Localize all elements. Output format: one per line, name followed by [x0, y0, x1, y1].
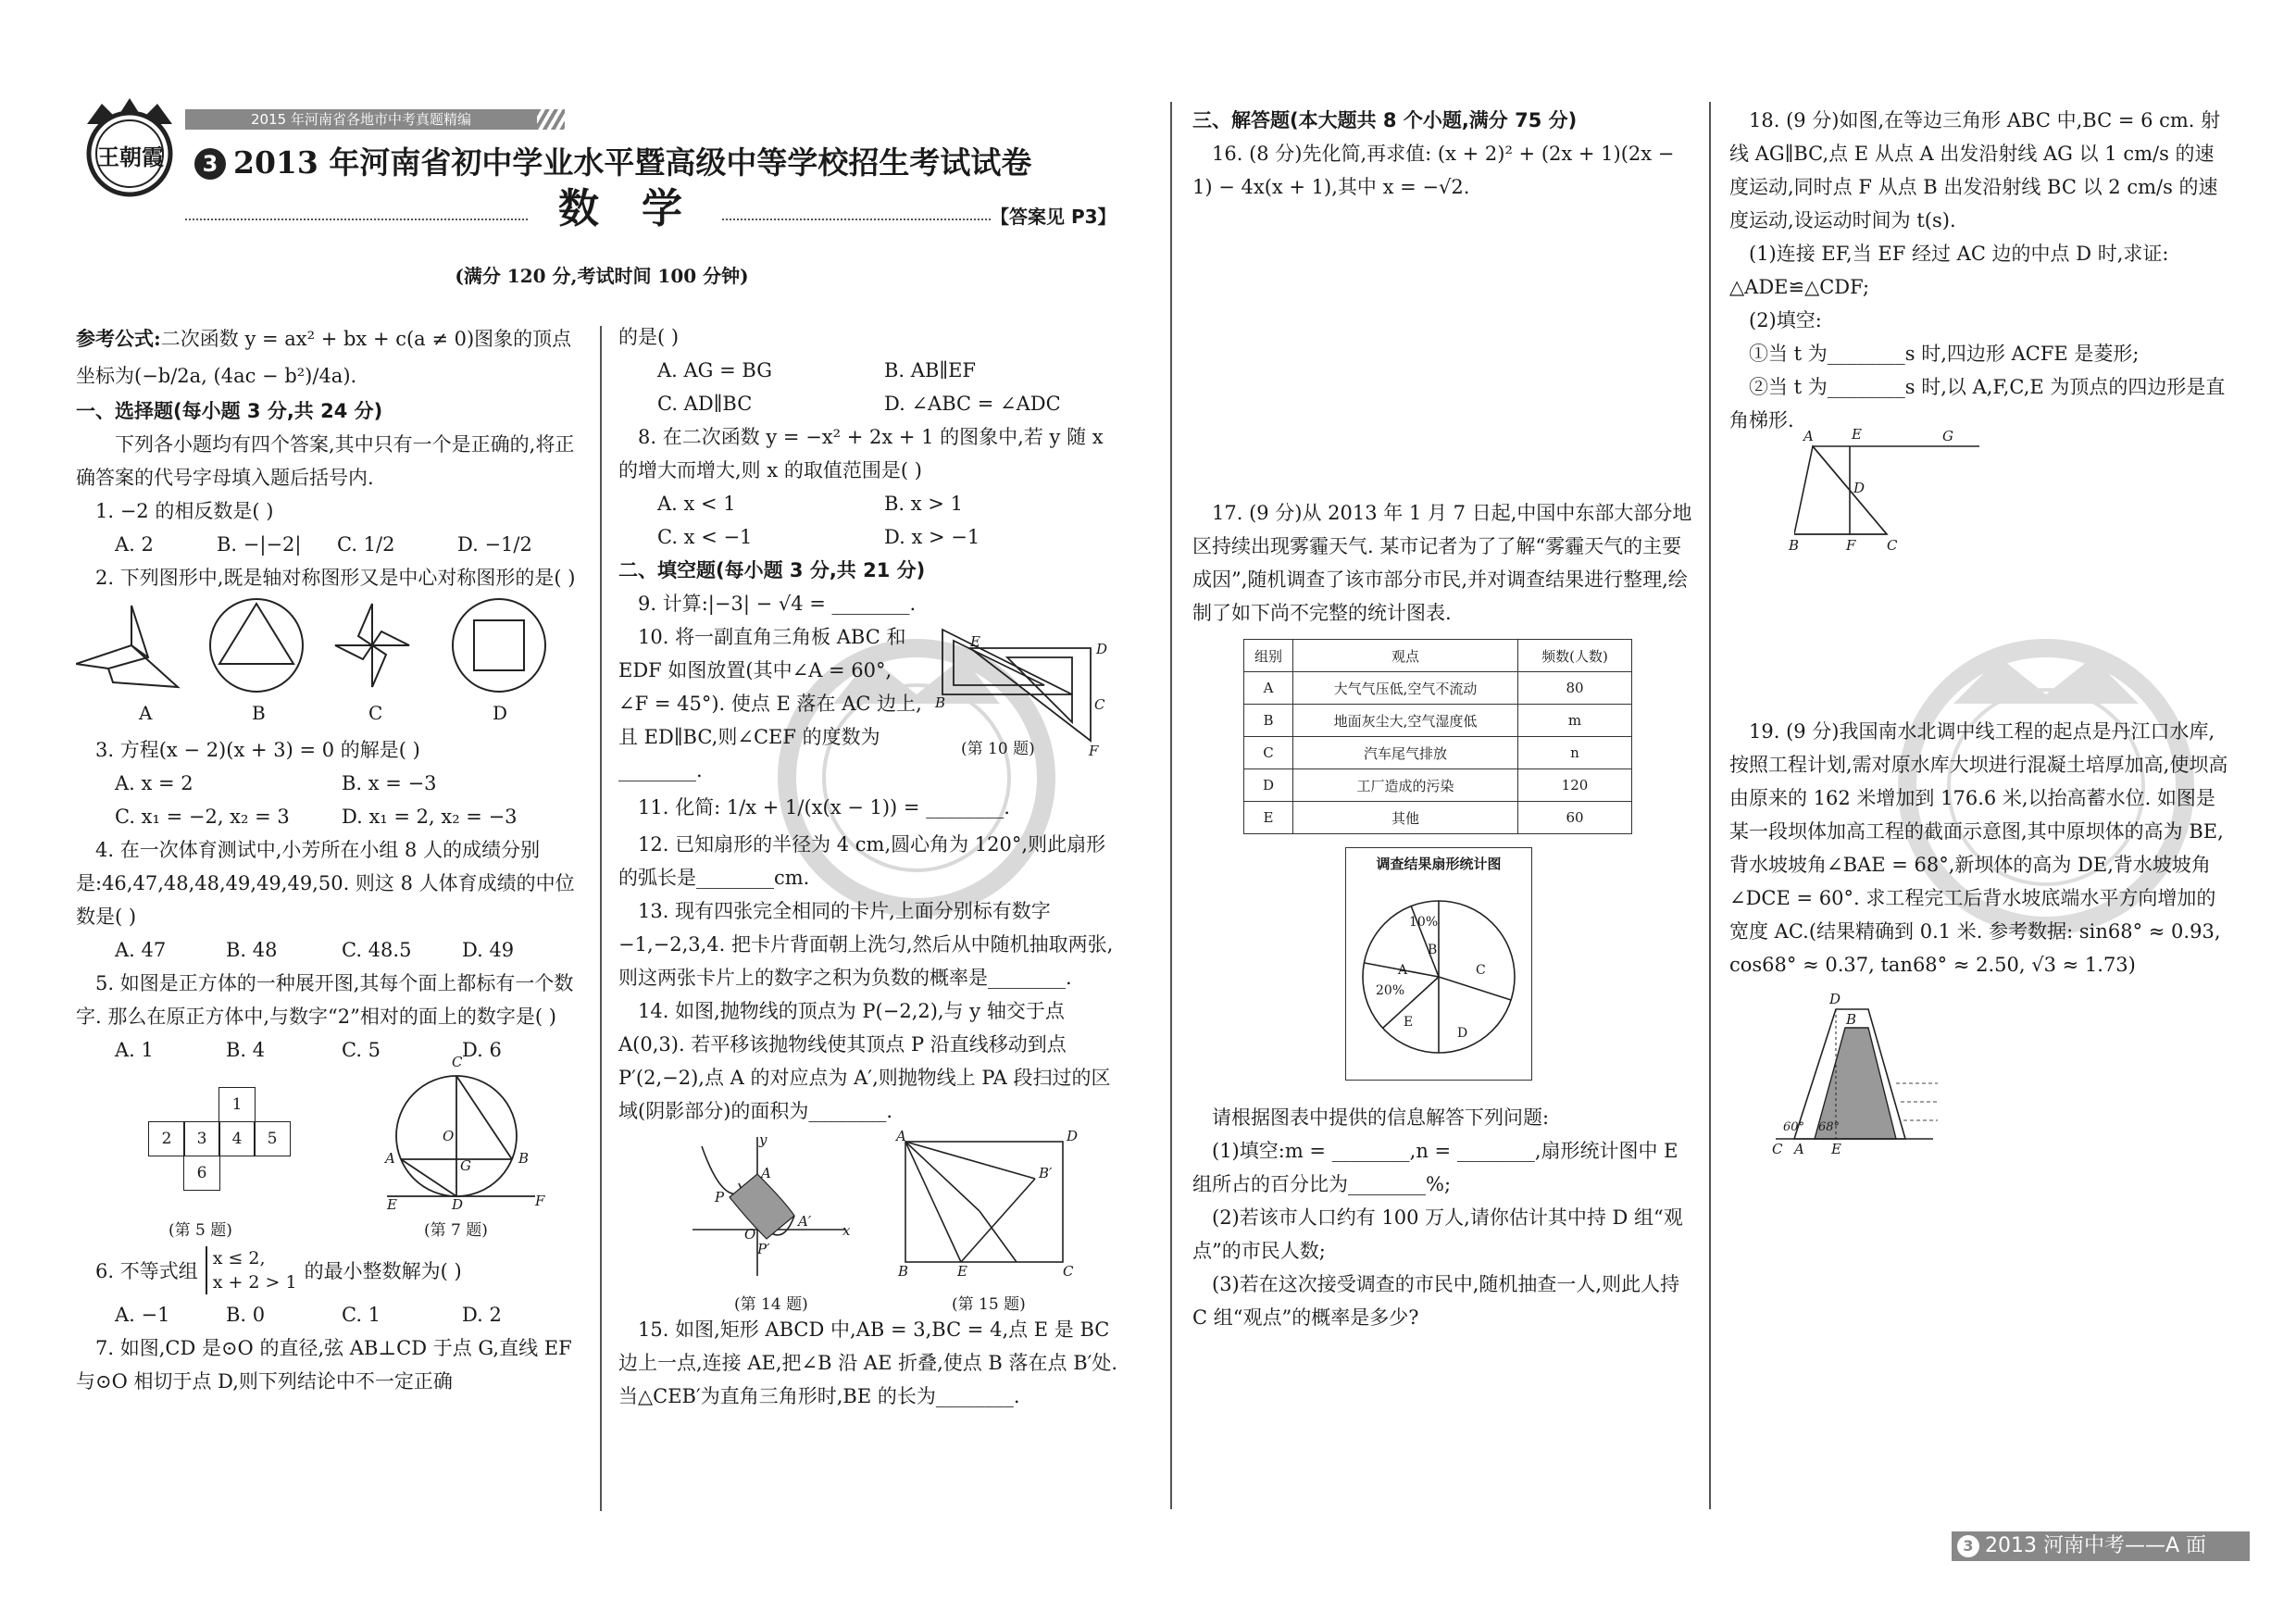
logo-text: 王朝霞	[97, 144, 164, 170]
option: A. 2	[115, 533, 154, 556]
question-10: 10. 将一副直角三角板 ABC 和 EDF 如图放置(其中∠A = 60°, ∠F = 45°). 使点 E 落在 AC 边上,且 ED∥BC,则∠CEF 的度数为________.	[618, 626, 922, 781]
series-bar: 2015 年河南省各地市中考真题精编	[185, 109, 537, 130]
table-cell: 其他	[1293, 802, 1518, 834]
option: B. 48	[226, 939, 278, 961]
circle-tangent-figure	[350, 1067, 563, 1215]
label: A	[1794, 1141, 1804, 1157]
question-7: 7. 如图,CD 是⊙O 的直径,弦 AB⊥CD 于点 G,直线 EF 与⊙O 相切于点 D,则下列结论中不一定正确	[76, 1337, 572, 1393]
question-12: 12. 已知扇形的半径为 4 cm,圆心角为 120°,则此扇形的弧长是________cm.	[618, 833, 1106, 889]
option: A. x < 1	[657, 493, 736, 515]
label: C	[1887, 537, 1898, 554]
label: P	[715, 1189, 725, 1206]
label: y	[759, 1131, 767, 1148]
column-divider-2	[1170, 102, 1172, 1509]
figure-15-caption: (第 15 题)	[952, 1295, 1026, 1314]
question-17-part-1: (1)填空:m = ________,n = ________,扇形统计图中 E 组所占的百分比为________%;	[1192, 1140, 1678, 1195]
q2-shapes-figure	[76, 594, 581, 701]
question-19: 19. (9 分)我国南水北调中线工程的起点是丹江口水库,按照工程计划,需对原水库大坝进行混凝土培厚加高,使坝高由原来的 162 米增加到 176.6 米,以抬高蓄水位. 如图是某一段坝体加高工程的截面示意图,其中原坝体的高为 BE,背水坡坡角∠BAE = 68°,新坝体的高为 DE,背水坡坡角∠DCE = 60°. 求工程完工后背水坡底端水平方向增加的宽度 AC.(结果精确到 0.1 米. 参考数据: sin68° ≈ 0.93, cos68° ≈ 0.37, tan68° ≈ 2.50, √3 ≈ 1.73)	[1729, 720, 2228, 976]
pie-label: E	[1404, 1015, 1414, 1030]
section-1-heading: 一、选择题(每小题 3 分,共 24 分)	[76, 400, 383, 422]
figure-10-caption: (第 10 题)	[961, 740, 1035, 758]
option: D. x > −1	[884, 526, 980, 548]
question-5-options	[76, 1033, 581, 1067]
pie-label: A	[1398, 963, 1408, 978]
label: 68°	[1818, 1120, 1841, 1134]
footer-badge: 3	[1957, 1535, 1979, 1557]
question-18-part-2a: ①当 t 为________s 时,四边形 ACFE 是菱形;	[1749, 343, 2140, 365]
label: D	[452, 1196, 464, 1213]
question-18-part-1: (1)连接 EF,当 EF 经过 AC 边的中点 D 时,求证: △ADE≌△CDF;	[1729, 243, 2169, 298]
q2-label-a: A	[139, 702, 153, 724]
table-cell: A	[1244, 672, 1293, 705]
column-1	[76, 320, 581, 1398]
question-16: 16. (8 分)先化简,再求值: (x + 2)² + (2x + 1)(2x − 1) − 4x(x + 1),其中 x = −√2.	[1192, 143, 1675, 198]
label: A′	[798, 1213, 812, 1230]
question-6-prefix: 6. 不等式组	[95, 1260, 198, 1282]
option: A. x = 2	[115, 772, 193, 794]
question-13: 13. 现有四张完全相同的卡片,上面分别标有数字 −1,−2,3,4. 把卡片背面朝上洗匀,然后从中随机抽取两张,则这两张卡片上的数字之积为负数的概率是________.	[618, 900, 1114, 989]
question-3: 3. 方程(x − 2)(x + 3) = 0 的解是( )	[95, 739, 420, 761]
label: A	[761, 1165, 771, 1181]
exam-info: (满分 120 分,考试时间 100 分钟)	[455, 265, 749, 287]
section-1-instructions: 下列各小题均有四个答案,其中只有一个是正确的,将正确答案的代号字母填入题后括号内.	[76, 433, 575, 489]
question-3-options-row2	[76, 800, 581, 833]
series-stripes	[537, 109, 565, 130]
label: D	[1829, 991, 1841, 1007]
brand-logo	[74, 96, 185, 198]
option: D. 6	[462, 1039, 502, 1061]
label: C	[452, 1054, 463, 1070]
label: E	[1831, 1141, 1841, 1157]
option: B. x > 1	[884, 493, 963, 515]
table-cell: 汽车尾气排放	[1293, 737, 1518, 769]
table-cell: 大气气压低,空气不流动	[1293, 672, 1518, 705]
answer-space	[1192, 204, 1692, 496]
answer-space	[1729, 557, 2229, 715]
question-4-options	[76, 933, 581, 967]
table-header-row	[1244, 640, 1632, 672]
question-9: 9. 计算:|−3| − √4 = ________.	[638, 593, 917, 615]
label: B	[1846, 1011, 1857, 1028]
shape-c-windmill	[335, 604, 409, 687]
question-15: 15. 如图,矩形 ABCD 中,AB = 3,BC = 4,点 E 是 BC 边上一点,连接 AE,把∠B 沿 AE 折叠,使点 B 落在点 B′处. 当△CEB′为直角三角形时,BE 的长为________.	[618, 1318, 1118, 1407]
label: B	[1789, 537, 1800, 554]
column-3	[1192, 104, 1692, 1334]
rectangle-fold-figure	[896, 1137, 1081, 1276]
table-row	[1244, 737, 1632, 769]
cube-face: 4	[218, 1121, 256, 1156]
formula	[76, 320, 581, 394]
cube-face: 3	[183, 1121, 220, 1156]
title-rule-right	[722, 219, 991, 220]
option: B. 0	[226, 1304, 266, 1326]
pie-label: D	[1457, 1026, 1468, 1041]
pie-label: C	[1476, 963, 1486, 978]
column-divider-1	[600, 326, 602, 1511]
question-4: 4. 在一次体育测试中,小芳所在小组 8 人的成绩分别是:46,47,48,48,49,49,49,50. 则这 8 人体育成绩的中位数是( )	[76, 839, 575, 928]
table-cell: E	[1244, 802, 1293, 834]
question-2-figures	[76, 594, 581, 733]
table-row	[1244, 802, 1632, 834]
label: A	[1803, 428, 1814, 444]
shape-d-circle-square	[453, 599, 545, 692]
question-5: 5. 如图是正方体的一种展开图,其每个面上都标有一个数字. 那么在原正方体中,与数字“2”相对的面上的数字是( )	[76, 972, 574, 1028]
question-10-block	[618, 620, 1124, 787]
question-8-options-row1	[618, 487, 1124, 520]
question-7-options-row2	[618, 387, 1124, 420]
table-cell: 地面灰尘大,空气湿度低	[1293, 705, 1518, 737]
option: C. AD∥BC	[657, 393, 753, 415]
formula-label: 参考公式:	[76, 327, 161, 350]
column-2	[618, 320, 1124, 1413]
label: D	[1853, 480, 1866, 496]
inequality-system	[206, 1246, 297, 1294]
option: D. −1/2	[457, 533, 532, 556]
section-3-heading: 三、解答题(本大题共 8 个小题,满分 75 分)	[1192, 109, 1578, 131]
q2-label-d: D	[493, 702, 508, 724]
question-14: 14. 如图,抛物线的顶点为 P(−2,2),与 y 轴交于点 A(0,3). 若平移该抛物线使其顶点 P 沿直线移动到点 P′(2,−2),点 A 的对应点为 A′,则抛物线上 PA 段扫过的区域(阴影部分)的面积为________.	[618, 1000, 1111, 1122]
label: D	[1096, 641, 1108, 657]
option: A. 47	[115, 939, 167, 961]
option: C. x < −1	[657, 526, 753, 548]
question-18-part-2b: ②当 t 为________s 时,以 A,F,C,E 为顶点的四边形是直角梯形.	[1729, 376, 2226, 431]
question-3-options-row1	[76, 767, 581, 800]
section-2-heading: 二、填空题(每小题 3 分,共 21 分)	[618, 559, 926, 581]
option: D. 49	[462, 939, 515, 961]
table-row	[1244, 769, 1632, 802]
table-row	[1244, 672, 1632, 705]
table-cell: 工厂造成的污染	[1293, 769, 1518, 802]
table-cell: 80	[1518, 672, 1632, 705]
answer-reference: 【答案见 P3】	[991, 206, 1117, 228]
inequality: x + 2 > 1	[212, 1272, 297, 1293]
label: P′	[757, 1241, 770, 1257]
label: A	[896, 1128, 906, 1144]
q2-label-c: C	[368, 702, 383, 724]
table-cell: B	[1244, 705, 1293, 737]
figures-14-15	[618, 1128, 1124, 1313]
option: C. 48.5	[342, 939, 412, 961]
question-1: 1. −2 的相反数是( )	[95, 500, 274, 522]
label: C	[1772, 1141, 1783, 1157]
table-cell: D	[1244, 769, 1293, 802]
option: D. 2	[462, 1304, 502, 1326]
table-cell: C	[1244, 737, 1293, 769]
title-rule-left	[185, 219, 528, 220]
shape-b-circle-triangle	[210, 599, 303, 692]
option: B. AB∥EF	[884, 359, 976, 381]
table-header: 频数(人数)	[1518, 640, 1632, 672]
figure-5-caption: (第 5 题)	[168, 1221, 232, 1240]
footer-text: 2013 河南中考——A 面	[1985, 1534, 2207, 1557]
q2-label-b: B	[252, 702, 266, 724]
cube-face: 1	[218, 1087, 256, 1122]
label: B	[898, 1263, 909, 1280]
figure-15	[896, 1128, 1081, 1285]
pie-chart	[1346, 880, 1531, 1065]
subject-title: 数 学	[558, 185, 682, 232]
question-18-part-2: (2)填空:	[1749, 309, 1822, 331]
label: F	[1846, 537, 1856, 554]
label: G	[1942, 428, 1953, 444]
option: D. ∠ABC = ∠ADC	[884, 393, 1061, 415]
formula-text: 二次函数 y = ax² + bx + c(a ≠ 0)图象的顶点坐标为(−b/2a, (4ac − b²)/4a).	[76, 328, 572, 387]
cube-face: 2	[148, 1121, 185, 1156]
table-cell: 120	[1518, 769, 1632, 802]
question-7-options-row1	[618, 354, 1124, 387]
page-title: 2013 年河南省初中学业水平暨高级中等学校招生考试试卷	[233, 144, 1032, 181]
label: C	[1094, 696, 1105, 713]
option: A. AG = BG	[657, 359, 773, 381]
pie-chart-box	[1345, 847, 1532, 1081]
option: B. 4	[226, 1039, 266, 1061]
footer-bar	[1952, 1531, 2250, 1561]
question-17-prompt: 请根据图表中提供的信息解答下列问题:	[1212, 1106, 1550, 1129]
label: G	[460, 1157, 471, 1174]
shape-a-pinwheel	[76, 606, 178, 687]
figure-18	[1789, 426, 1998, 557]
pie-label: B	[1428, 943, 1438, 957]
question-11: 11. 化简: 1/x + 1/(x(x − 1)) = ________.	[638, 796, 1010, 818]
cube-face: 6	[183, 1156, 220, 1191]
label: B′	[1039, 1165, 1053, 1181]
figure-14	[693, 1131, 851, 1285]
figure-7-caption: (第 7 题)	[424, 1221, 488, 1240]
question-7-continued: 的是( )	[618, 326, 680, 348]
question-6-suffix: 的最小整数解为( )	[304, 1260, 462, 1282]
parabola-translation-figure	[693, 1137, 850, 1276]
option: C. 1/2	[337, 533, 395, 556]
question-8: 8. 在二次函数 y = −x² + 2x + 1 的图象中,若 y 随 x 的增大而增大,则 x 的取值范围是( )	[618, 426, 1104, 481]
question-18: 18. (9 分)如图,在等边三角形 ABC 中,BC = 6 cm. 射线 AG∥BC,点 E 从点 A 出发沿射线 AG 以 1 cm/s 的速度运动,同时点 F 从点 B 出发沿射线 BC 以 2 cm/s 的速度运动,设运动时间为 t(s).	[1729, 109, 2221, 231]
equilateral-triangle-figure	[1794, 437, 1998, 548]
pie-label: 10%	[1409, 915, 1439, 930]
option: C. 1	[342, 1304, 381, 1326]
column-divider-3	[1709, 102, 1711, 1509]
question-17-part-3: (3)若在这次接受调查的市民中,随机抽查一人,则此人持 C 组“观点”的概率是多少?	[1192, 1273, 1680, 1329]
label: 60°	[1783, 1120, 1805, 1134]
question-17: 17. (9 分)从 2013 年 1 月 7 日起,中国中东部大部分地区持续出现雾霾天气. 某市记者为了了解“雾霾天气的主要成因”,随机调查了该市部分市民,并对调查结果进行整理,绘制了如下尚不完整的统计图表.	[1192, 502, 1692, 624]
option: C. x₁ = −2, x₂ = 3	[115, 806, 290, 828]
column-4	[1729, 104, 2229, 1167]
label: A	[385, 1150, 395, 1167]
label: E	[1852, 426, 1862, 443]
table-header: 组别	[1244, 640, 1293, 672]
question-1-options	[76, 528, 581, 561]
option: A. −1	[115, 1304, 170, 1326]
label: B	[518, 1150, 530, 1167]
label: O	[744, 1226, 756, 1243]
option: B. −|−2|	[217, 533, 302, 556]
option: C. 5	[342, 1039, 381, 1061]
survey-table	[1243, 639, 1632, 834]
table-cell: n	[1518, 737, 1632, 769]
label: B	[935, 694, 946, 711]
label: E	[957, 1263, 967, 1280]
table-cell: 60	[1518, 802, 1632, 834]
option: A. 1	[115, 1039, 154, 1061]
label: E	[970, 633, 980, 650]
label: C	[1063, 1263, 1074, 1280]
cube-face: 5	[254, 1121, 291, 1156]
figure-10	[933, 620, 1128, 769]
figure-14-caption: (第 14 题)	[734, 1295, 808, 1314]
label: x	[842, 1222, 851, 1239]
figures-5-7	[76, 1054, 581, 1243]
label: F	[535, 1193, 545, 1209]
question-6	[76, 1243, 581, 1298]
option: B. x = −3	[342, 772, 437, 794]
pie-chart-title: 调查结果扇形统计图	[1376, 856, 1502, 872]
figure-7	[350, 1054, 563, 1215]
pie-label: 20%	[1376, 983, 1405, 998]
label: F	[1089, 743, 1099, 759]
table-row	[1244, 705, 1632, 737]
paper-number-badge: 3	[194, 148, 226, 180]
table-header: 观点	[1293, 640, 1518, 672]
label: E	[387, 1196, 397, 1213]
label: D	[1067, 1128, 1079, 1144]
question-2: 2. 下列图形中,既是轴对称图形又是中心对称图形的是( )	[95, 567, 576, 589]
question-6-options	[76, 1298, 581, 1331]
table-cell: m	[1518, 705, 1632, 737]
question-8-options-row2	[618, 520, 1124, 554]
option: D. x₁ = 2, x₂ = −3	[342, 806, 518, 828]
question-17-part-2: (2)若该市人口约有 100 万人,请你估计其中持 D 组“观点”的市民人数;	[1192, 1206, 1683, 1262]
label: O	[443, 1128, 455, 1144]
figure-19	[1757, 991, 1942, 1167]
inequality: x ≤ 2,	[212, 1248, 266, 1268]
